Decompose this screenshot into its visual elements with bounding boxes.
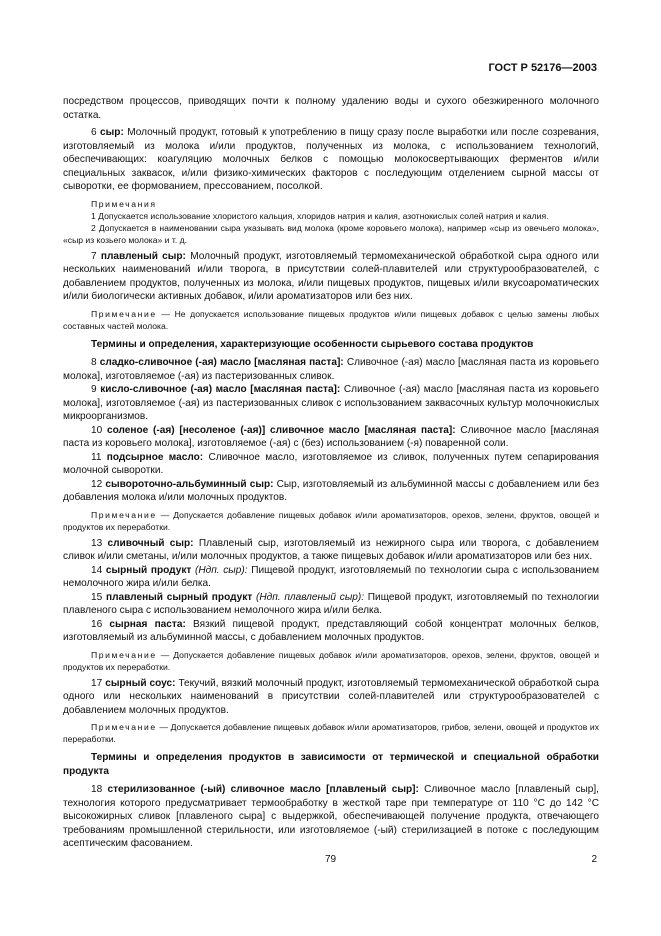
page-number-right: 2	[591, 854, 597, 865]
term-9: 9 кисло-сливочное (-ая) масло [масляная паста]: Сливочное (-ая) масло [масляная паста из коровьего молока], изготовляемое (-ая) из пастеризованных сливок с использованием заквасочных культур молочнокислых микроорганизмов.	[63, 384, 599, 422]
document-body	[63, 95, 599, 851]
term-10: 10 соленое (-ая) [несоленое (-ая)] сливочное масло [масляная паста]: Сливочное масло [масляная паста из коровьего молока], изготовляемое (-ая) с (без) использованием (-я) поваренной соли.	[63, 424, 600, 449]
note-16: Примечание — Допускается добавление пищевых добавок и/или ароматизаторов, орехов, зелени, фруктов, овощей и продуктов их переработки.	[63, 649, 599, 672]
term-18: 18 стерилизованное (-ый) сливочное масло [плавленый сыр]: Сливочное масло [плавленый сыр], технология которого предусматривает термообработку в жесткой таре при температуре от 110 °С до 142 °С высокожирных сливок [плавленого сыра] с выдержкой, обеспечивающей получение продукта, отвечающего требованиям промышленной стерильности, или изготовляемое (-ый) стерилизацией в потоке с последующим асептическим фасованием.	[63, 784, 599, 849]
note-1: 1 Допускается использование хлористого кальция, хлоридов натрия и калия, азотнокислых солей натрия и калия.	[91, 210, 549, 221]
note-17: Примечание — Допускается добавление пищевых добавок и/или ароматизаторов, грибов, зелени, овощей и продуктов их переработки.	[63, 722, 599, 744]
note-12: Примечание — Допускается добавление пищевых добавок и/или ароматизаторов, орехов, зелени, фруктов, овощей и продуктов их переработки.	[63, 509, 599, 532]
term-7: 7 плавленый сыр: Молочный продукт, изготовляемый термомеханической обработкой сыра одного или нескольких наименований и/или творога, в присутствии солей-плавителей или структурообразователей, с добавлением продуктов, полученных из молока, и/или пищевых продуктов, пищевых и/или вкусоароматических и/или биологически активных добавок, и/или ароматизаторов или без них.	[63, 250, 599, 302]
term-17: 17 сырный соус: Текучий, вязкий молочный продукт, изготовляемый термомеханической обработкой сыра одного или нескольких наименований в присутствии солей-плавителей или структурообразователей с добавлением молочных продуктов.	[63, 677, 599, 716]
notes-label: Примечания	[91, 198, 157, 209]
term-6: 6 сыр: Молочный продукт, готовый к употреблению в пищу сразу после выработки или после созревания, изготовляемый из молока и/или продуктов, полученных из молока, с использованием технологий, обеспечивающих: коагуляцию молочных белков с помощью молокосвертывающих ферментов и/или специальных заквасок, и/или физико-химических факторов с последующим отделением сырной массы от сыворотки, ее формованием, прессованием, посолкой.	[63, 127, 600, 192]
page-number-center: 79	[324, 854, 337, 865]
term-8: 8 сладко-сливочное (-ая) масло [масляная паста]: Сливочное (-ая) масло [масляная паста из коровьего молока], изготовляемое (-ая) из пастеризованных сливок.	[63, 357, 600, 382]
term-12: 12 сывороточно-альбуминный сыр: Сыр, изготовляемый из альбуминной массы с добавлением или без добавления молока и/или молочных продуктов.	[63, 478, 600, 503]
document-header: ГОСТ Р 52176—2003	[488, 62, 597, 74]
section-heading-1: Термины и определения, характеризующие особенности сырьевого состава продуктов	[91, 338, 534, 350]
term-16: 16 сырная паста: Вязкий пищевой продукт, представляющий собой концентрат молочных белков, изготовляемый из альбуминной массы, с добавлением молочных продуктов.	[63, 618, 599, 643]
note-2: 2 Допускается в наименовании сыра указывать вид молока (кроме коровьего молока), например «сыр из овечьего молока», «сыр из козьего молока» и т. д.	[63, 222, 599, 245]
term-14: 14 сырный продукт (Ндп. сыр): Пищевой продукт, изготовляемый по технологии сыра с использованием немолочного жира и/или белка.	[63, 564, 600, 589]
paragraph-continuation: посредством процессов, приводящих почти к полному удалению воды и сухого обезжиренного молочного остатка.	[63, 96, 599, 121]
term-13: 13 сливочный сыр: Плавленый сыр, изготовляемый из нежирного сыра или творога, с добавлением сливок и/или сметаны, и/или молочных продуктов, а также пищевых добавок и/или ароматизаторов или без них.	[63, 537, 599, 562]
term-11: 11 подсырное масло: Сливочное масло, изготовляемое из сливок, полученных путем сепарирования молочной сыворотки.	[63, 451, 600, 476]
term-15: 15 плавленый сырный продукт (Ндп. плавленый сыр): Пищевой продукт, изготовляемый по технологии плавленого сыра с использованием немолочного жира и/или белка.	[63, 591, 599, 616]
note-7: Примечание — Не допускается использование пищевых продуктов и/или пищевых добавок с целью замены любых составных частей молока.	[63, 308, 600, 331]
section-heading-2: Термины и определения продуктов в зависимости от термической и специальной обработки продукта	[63, 752, 599, 777]
